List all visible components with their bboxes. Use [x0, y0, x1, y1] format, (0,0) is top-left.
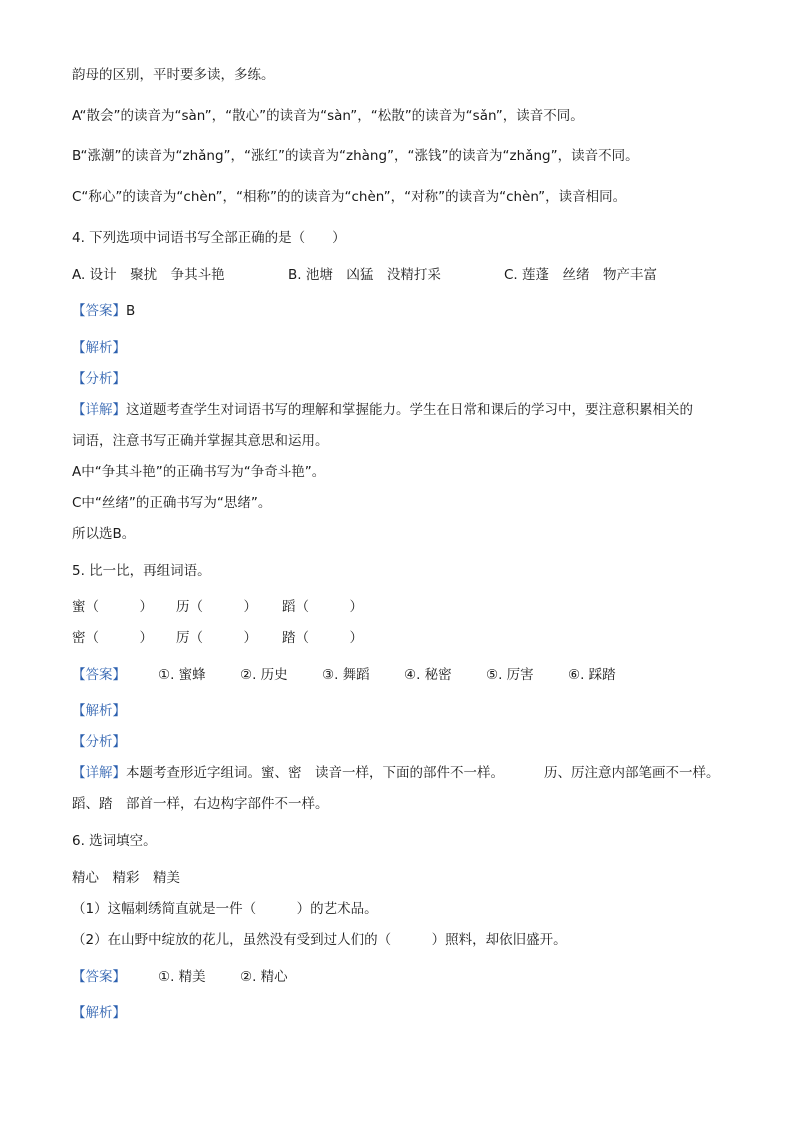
detail-line: A中“争其斗艳”的正确书写为“争奇斗艳”。 — [72, 464, 326, 480]
detail-line: 蹈、踏 部首一样，右边构字部件不一样。 — [72, 796, 329, 812]
detail-text: 这道题考查学生对词语书写的理解和掌握能力。学生在日常和课后的学习中，要注意积累相关的 — [126, 402, 693, 418]
answer-item: ②. 精心 — [240, 969, 288, 985]
question-5-stem: 5. 比一比，再组词语。 — [72, 563, 211, 579]
question-6-stem: 6. 选词填空。 — [72, 833, 157, 849]
word-blank: 蜜（ ） — [72, 599, 153, 615]
text-line: B“涨潮”的读音为“zhǎng”，“涨红”的读音为“zhàng”，“涨钱”的读音为“zhǎng”，读音不同。 — [72, 148, 639, 164]
word-choices: 精心 精彩 精美 — [72, 870, 180, 886]
answer-tag: 【答案】 — [72, 667, 126, 683]
answer-item: ②. 历史 — [240, 667, 288, 683]
detail-text: 历、厉注意内部笔画不一样。 — [544, 765, 720, 781]
jiexi-tag: 【解析】 — [72, 703, 126, 719]
sentence-2: （2）在山野中绽放的花儿，虽然没有受到过人们的（ ）照料，却依旧盛开。 — [72, 932, 567, 948]
word-blank: 踏（ ） — [282, 630, 363, 646]
option-a: A. 设计 聚扰 争其斗艳 — [72, 267, 225, 283]
option-c: C. 莲蓬 丝绪 物产丰富 — [504, 267, 658, 283]
text-line: A“散会”的读音为“sàn”，“散心”的读音为“sàn”，“松散”的读音为“sǎn”，读音不同。 — [72, 108, 584, 124]
answer-item: ③. 舞蹈 — [322, 667, 370, 683]
word-blank: 历（ ） — [176, 599, 257, 615]
word-row — [72, 629, 363, 647]
word-blank: 密（ ） — [72, 630, 153, 646]
fenxi-tag: 【分析】 — [72, 371, 126, 387]
answer-item: ⑤. 厉害 — [486, 667, 534, 683]
option-b: B. 池塘 凶猛 没精打采 — [288, 267, 441, 283]
fenxi-tag: 【分析】 — [72, 734, 126, 750]
answer-tag: 【答案】 — [72, 969, 126, 985]
jiexi-tag: 【解析】 — [72, 340, 126, 356]
detail-line — [72, 764, 720, 782]
detail-line: 所以选B。 — [72, 526, 136, 542]
answer-row — [72, 968, 288, 986]
sentence-1: （1）这幅刺绣简直就是一件（ ）的艺术品。 — [72, 901, 378, 917]
detail-line: 词语，注意书写正确并掌握其意思和运用。 — [72, 433, 329, 449]
answer-tag: 【答案】 — [72, 303, 126, 319]
detail-tag: 【详解】 — [72, 402, 126, 418]
word-row — [72, 598, 363, 616]
text-line: 韵母的区别，平时要多读，多练。 — [72, 67, 275, 83]
text-line: C“称心”的读音为“chèn”，“相称”的的读音为“chèn”，“对称”的读音为“chèn”，读音相同。 — [72, 189, 627, 205]
answer-value: B — [126, 303, 136, 319]
answer-item: ①. 蜜蜂 — [158, 667, 206, 683]
answer-item: ①. 精美 — [158, 969, 206, 985]
detail-line: C中“丝绪”的正确书写为“思绪”。 — [72, 495, 272, 511]
answer-item: ⑥. 踩踏 — [568, 667, 616, 683]
question-4-stem: 4. 下列选项中词语书写全部正确的是（ ） — [72, 230, 346, 246]
word-blank: 蹈（ ） — [282, 599, 363, 615]
jiexi-tag: 【解析】 — [72, 1005, 126, 1021]
answer-row — [72, 666, 616, 684]
answer-item: ④. 秘密 — [404, 667, 452, 683]
detail-line — [72, 401, 693, 419]
answer-row — [72, 302, 135, 320]
word-blank: 厉（ ） — [176, 630, 257, 646]
question-4-options — [72, 266, 657, 284]
detail-text: 本题考查形近字组词。蜜、密 读音一样，下面的部件不一样。 — [126, 765, 504, 781]
detail-tag: 【详解】 — [72, 765, 126, 781]
